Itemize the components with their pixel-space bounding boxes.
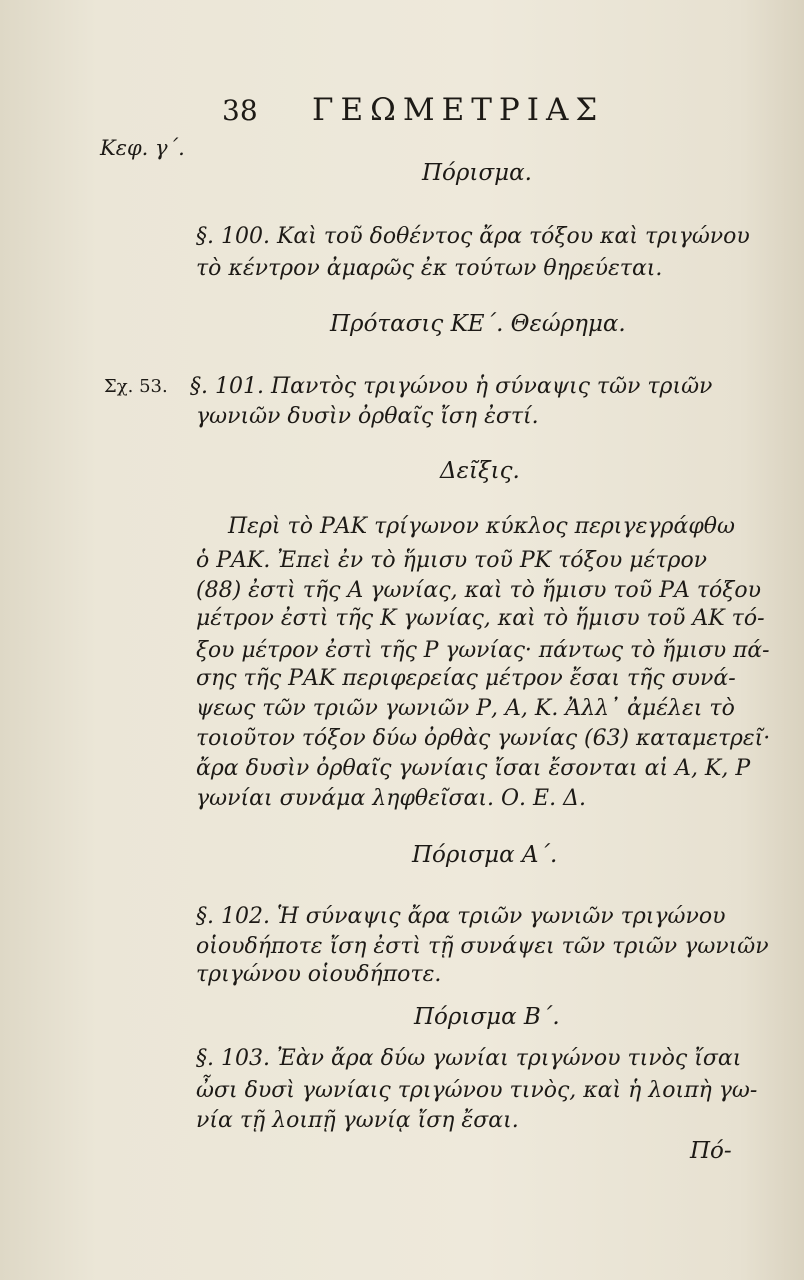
protasis-heading: Πρότασις ΚΕ΄. Θεώρημα. [330,311,626,337]
chapter-mark: Κεφ. γ΄. [100,136,185,160]
text-line: Περὶ τὸ ΡΑΚ τρίγωνον κύκλος περιγεγράφθω [228,514,735,539]
figure-margin-note: Σχ. 53. [104,376,168,397]
porisma-a-heading: Πόρισμα Α΄. [412,842,558,868]
text-line: μέτρον ἐστὶ τῆς Κ γωνίας, καὶ τὸ ἥμισυ τοῦ ΑΚ τό- [196,606,765,631]
text-line: νία τῇ λοιπῇ γωνίᾳ ἴση ἔσαι. [196,1108,519,1133]
porisma-b-heading: Πόρισμα Β΄. [414,1004,560,1030]
text-line: ὦσι δυσὶ γωνίαις τριγώνου τινὸς, καὶ ἡ λοιπὴ γω- [196,1078,758,1103]
text-line: γωνίαι συνάμα ληφθεῖσαι. Ο. Ε. Δ. [196,786,586,811]
text-line: τριγώνου οἱουδήποτε. [196,962,442,987]
deixis-heading: Δεῖξις. [440,458,520,484]
porisma-heading: Πόρισμα. [422,160,532,186]
text-line: §. 101. Παντὸς τριγώνου ἡ σύναψις τῶν τριῶν [190,374,713,399]
text-line: οἱουδήποτε ἴση ἐστὶ τῇ συνάψει τῶν τριῶν γωνιῶν [196,934,769,959]
text-line: γωνιῶν δυσὶν ὀρθαῖς ἴση ἐστί. [196,404,539,429]
text-line: ξου μέτρον ἐστὶ τῆς Ρ γωνίας· πάντως τὸ ἥμισυ πά- [196,638,770,663]
page-number: 38 [222,94,258,127]
text-line: §. 103. Ἐὰν ἄρα δύω γωνίαι τριγώνου τινὸς ἴσαι [196,1046,742,1071]
text-line: ψεως τῶν τριῶν γωνιῶν Ρ, Α, Κ. Ἀλλ᾽ ἀμέλει τὸ [196,696,735,721]
running-title: ΓΕΩΜΕΤΡΙΑΣ [312,92,605,128]
text-line: (88) ἐστὶ τῆς Α γωνίας, καὶ τὸ ἥμισυ τοῦ ΡΑ τόξου [196,578,761,603]
text-line: ὁ ΡΑΚ. Ἐπεὶ ἐν τὸ ἥμισυ τοῦ ΡΚ τόξου μέτρον [196,548,708,573]
text-line: τοιοῦτον τόξον δύω ὀρθὰς γωνίας (63) καταμετρεῖ· [196,726,771,751]
text-line: σης τῆς ΡΑΚ περιφερείας μέτρον ἔσαι τῆς συνά- [196,666,736,691]
text-line: §. 100. Καὶ τοῦ δοθέντος ἄρα τόξου καὶ τριγώνου [196,224,750,249]
text-line: §. 102. Ἡ σύναψις ἄρα τριῶν γωνιῶν τριγώνου [196,904,726,929]
catchword: Πό- [690,1138,732,1164]
text-line: ἄρα δυσὶν ὀρθαῖς γωνίαις ἴσαι ἔσονται αἱ Α, Κ, Ρ [196,756,751,781]
text-line: τὸ κέντρον ἀμαρῶς ἐκ τούτων θηρεύεται. [196,256,663,281]
